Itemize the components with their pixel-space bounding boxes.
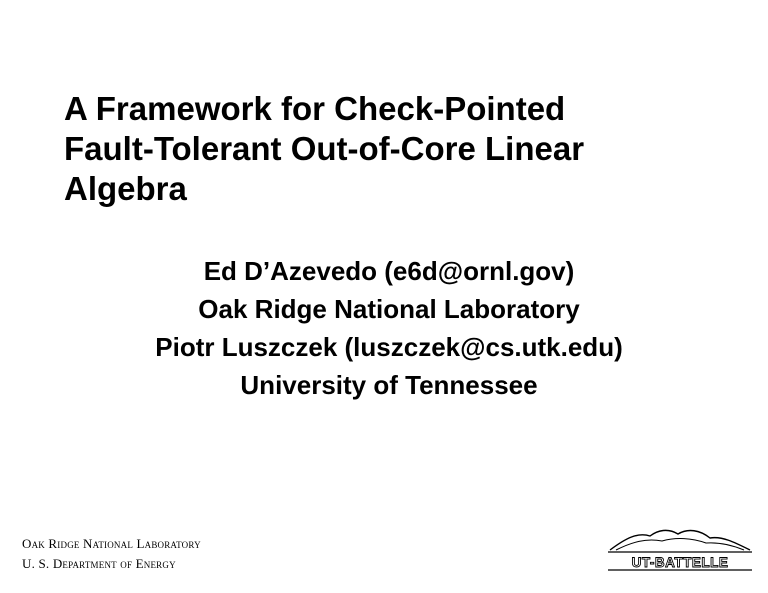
title-line-3: Algebra — [64, 170, 187, 207]
mountain-icon — [610, 530, 750, 550]
author-2-name: Piotr Luszczek (luszczek@cs.utk.edu) — [155, 332, 623, 362]
ut-battelle-logo — [606, 524, 754, 572]
author-1-affiliation: Oak Ridge National Laboratory — [198, 294, 580, 324]
author-2-affiliation: University of Tennessee — [240, 370, 538, 400]
author-1-name: Ed D’Azevedo (e6d@ornl.gov) — [203, 256, 575, 286]
author-block — [0, 252, 768, 404]
title-line-1: A Framework for Check-Pointed — [64, 90, 566, 127]
footer-organization — [22, 534, 201, 574]
footer-lab-name: Oak Ridge National Laboratory — [22, 536, 201, 551]
slide-title — [64, 89, 744, 209]
logo-text: UT-BATTELLE — [631, 555, 729, 570]
title-line-2: Fault-Tolerant Out-of-Core Linear — [64, 130, 585, 167]
footer-department: U. S. Department of Energy — [22, 556, 176, 571]
